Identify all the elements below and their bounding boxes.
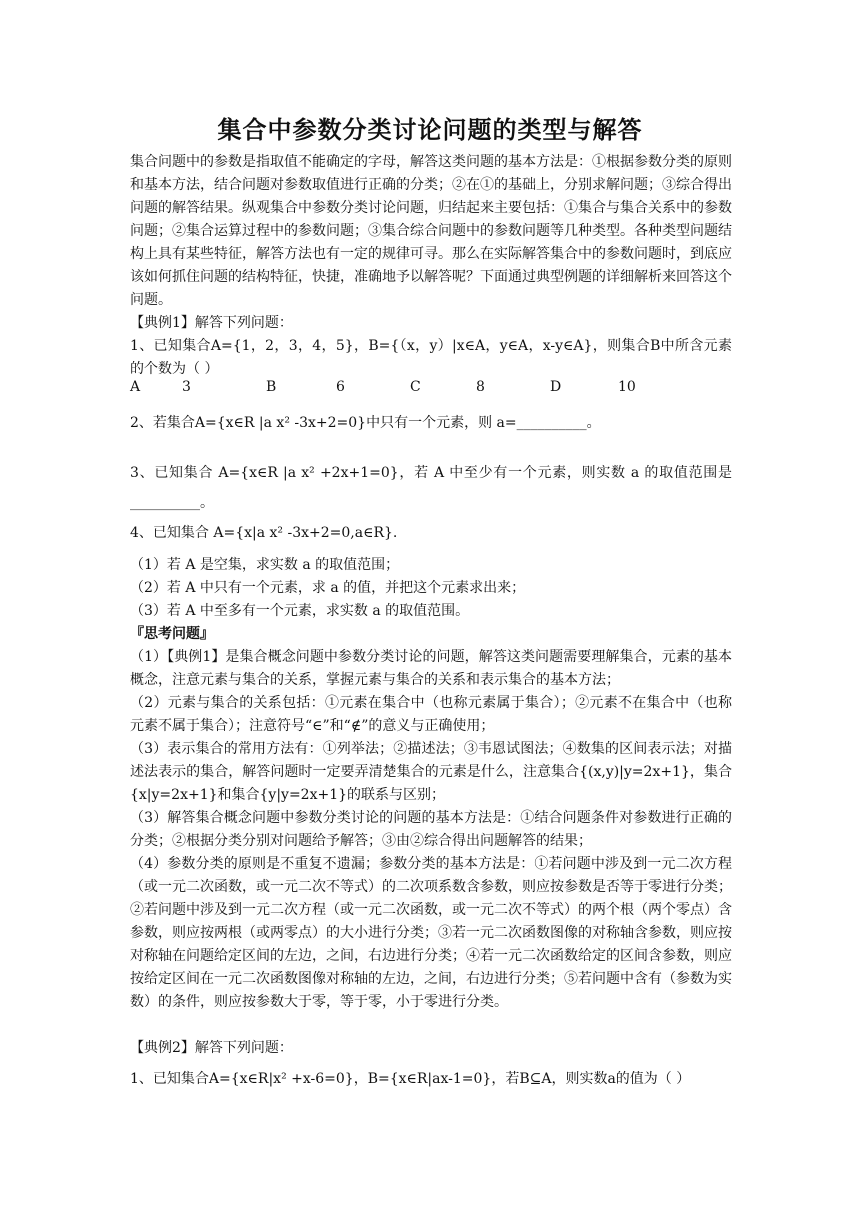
example2-heading: 【典例2】解答下列问题： — [130, 1040, 293, 1056]
option-c-letter: C — [410, 379, 421, 395]
example1-question2: 2、若集合A={x∈R |a x² -3x+2=0}中只有一个元素，则 a=__________。 — [130, 415, 601, 431]
question4-sub1: （1）若 A 是空集，求实数 a 的取值范围； — [130, 557, 400, 573]
example1-question4: 4、已知集合 A={x|a x² -3x+2=0,a∈R}. — [130, 525, 398, 541]
thinking-heading: 『思考问题』 — [130, 626, 214, 642]
thinking-item-4: （3）解答集合概念问题中参数分类讨论的问题的基本方法是：①结合问题条件对参数进行正确的分类；②根据分类分别对问题给予解答；③由②综合得出问题解答的结果； — [130, 810, 732, 849]
thinking-item-3: （3）表示集合的常用方法有：①列举法；②描述法；③韦恩试图法；④数集的区间表示法；对描述法表示的集合，解答问题时一定要弄清楚集合的元素是什么，注意集合{(x,y)|y=2x+1}，集合{x|y=2x+1}和集合{y|y=2x+1}的联系与区别； — [130, 741, 732, 803]
example1-heading: 【典例1】解答下列问题： — [130, 315, 293, 331]
example2-question1: 1、已知集合A={x∈R|x² +x-6=0}，B={x∈R|ax-1=0}，若B⊆A，则实数a的值为（ ） — [130, 1071, 691, 1087]
option-d-letter: D — [550, 379, 562, 395]
document-title: 集合中参数分类讨论问题的类型与解答 — [217, 116, 643, 144]
option-d-value: 10 — [618, 379, 636, 395]
intro-paragraph: 集合问题中的参数是指取值不能确定的字母，解答这类问题的基本方法是：①根据参数分类的原则和基本方法，结合问题对参数取值进行正确的分类；②在①的基础上，分别求解问题；③综合得出问题的解答结果。纵观集合中参数分类讨论问题，归结起来主要包括：①集合与集合关系中的参数问题；②集合运算过程中的参数问题；③集合综合问题中的参数问题等几种类型。各种类型问题结构上具有某些特征，解答方法也有一定的规律可寻。那么在实际解答集合中的参数问题时，到底应该如何抓住问题的结构特征，快捷，准确地予以解答呢？下面通过典型例题的详细解析来回答这个问题。 — [130, 154, 732, 308]
thinking-item-1: （1）【典例1】是集合概念问题中参数分类讨论的问题，解答这类问题需要理解集合，元素的基本概念，注意元素与集合的关系，掌握元素与集合的关系和表示集合的基本方法； — [130, 649, 732, 688]
option-a-letter: A — [130, 379, 141, 395]
example1-question1: 1、已知集合A={1，2，3，4，5}，B={（x，y）|x∈A，y∈A，x-y∈A}，则集合B中所含元素的个数为（ ） — [130, 338, 732, 377]
question4-sub3: （3）若 A 中至多有一个元素，求实数 a 的取值范围。 — [130, 603, 470, 619]
question4-sub2: （2）若 A 中只有一个元素，求 a 的值，并把这个元素求出来； — [130, 580, 526, 596]
thinking-item-2: （2）元素与集合的关系包括：①元素在集合中（也称元素属于集合）；②元素不在集合中（也称元素不属于集合）；注意符号“∈”和“∉”的意义与正确使用； — [130, 695, 732, 734]
example1-options — [130, 376, 732, 399]
example1-question3: 3、已知集合 A={x∈R |a x² +2x+1=0}，若 A 中至少有一个元素，则实数 a 的取值范围是__________。 — [130, 465, 732, 511]
option-c-value: 8 — [476, 379, 485, 395]
option-a-value: 3 — [182, 379, 191, 395]
option-b-value: 6 — [336, 379, 345, 395]
thinking-item-5: （4）参数分类的原则是不重复不遗漏；参数分类的基本方法是：①若问题中涉及到一元二次方程（或一元二次函数，或一元二次不等式）的二次项系数含参数，则应按参数是否等于零进行分类；②若问题中涉及到一元二次方程（或一元二次函数，或一元二次不等式）的两个根（两个零点）含参数，则应按两根（或两零点）的大小进行分类；③若一元二次函数图像的对称轴含参数，则应按对称轴在问题给定区间的左边，之间，右边进行分类；④若一元二次函数给定的区间含参数，则应按给定区间在一元二次函数图像对称轴的左边，之间，右边进行分类；⑤若问题中含有（参数为实数）的条件，则应按参数大于零，等于零，小于零进行分类。 — [130, 856, 732, 1010]
option-b-letter: B — [266, 379, 277, 395]
